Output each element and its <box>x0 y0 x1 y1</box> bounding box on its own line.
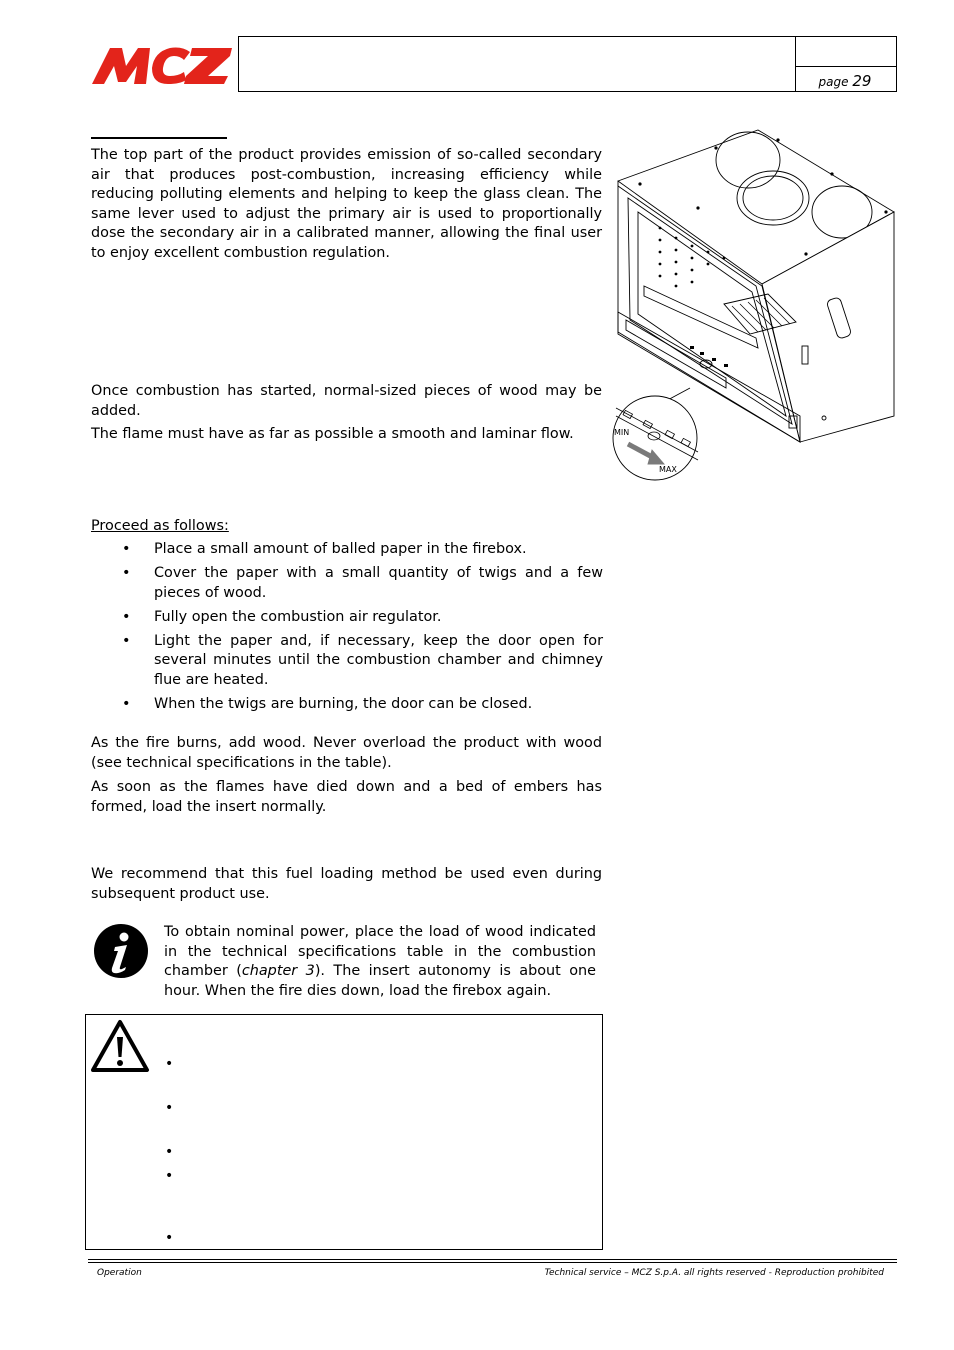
min-label: MIN <box>614 428 630 437</box>
max-label: MAX <box>659 465 677 474</box>
warning-bullet: • <box>165 1056 174 1072</box>
warning-bullet: • <box>165 1168 174 1184</box>
warning-bullet: • <box>165 1100 174 1116</box>
page-number-value: 29 <box>852 72 872 90</box>
insert-drawing <box>606 126 896 486</box>
page-label: page <box>818 75 849 89</box>
warning-bullet: • <box>165 1230 174 1246</box>
mcz-logo <box>92 44 232 86</box>
combustion-paragraph-1: Once combustion has started, normal-sized pieces of wood may be added. <box>91 383 602 419</box>
procedure-step: • Fully open the combustion air regulator. <box>91 608 603 628</box>
combustion-paragraph-2: The flame must have as far as possible a smooth and laminar flow. <box>91 426 574 442</box>
info-note-text <box>164 923 596 1001</box>
procedure-paragraph-2: As soon as the flames have died down and a bed of embers has formed, load the insert normally. <box>91 779 602 815</box>
chapter-reference: chapter 3 <box>241 963 315 980</box>
secondary-air-paragraph: The top part of the product provides emission of so-called secondary air that produces post-combustion, increasing efficiency while reducing polluting elements and helping to keep the glass clean. The same lever used to adjust the primary air is used to proportionally dose the secondary air in a calibrated manner, allowing the final user to enjoy excellent combustion regulation. <box>91 147 602 261</box>
info-text-after: ). The insert autonomy is about one hour. When the fire dies down, load the firebox again. <box>164 963 596 999</box>
procedure-step: • Light the paper and, if necessary, keep the door open for several minutes until the combustion chamber and chimney flue are heated. <box>91 632 603 691</box>
info-text-before: To obtain nominal power, place the load of wood indicated in the technical specifications table in the combustion chamber ( <box>164 924 596 980</box>
header-divider-horizontal <box>795 66 897 67</box>
procedure-heading: Proceed as follows: <box>91 518 229 534</box>
procedure-step: • Cover the paper with a small quantity of twigs and a few pieces of wood. <box>91 564 603 603</box>
section-heading-rule <box>91 137 227 139</box>
footer-rule <box>88 1259 897 1260</box>
procedure-step: • Place a small amount of balled paper in the firebox. <box>91 540 603 560</box>
footer-copyright: Technical service – MCZ S.p.A. all rights reserved - Reproduction prohibited <box>544 1268 884 1278</box>
procedure-step: • When the twigs are burning, the door can be closed. <box>91 695 603 715</box>
warning-box <box>85 1014 603 1250</box>
footer-rule <box>88 1262 897 1263</box>
procedure-paragraph-3: We recommend that this fuel loading method be used even during subsequent product use. <box>91 866 602 902</box>
footer-section-name: Operation <box>97 1268 142 1278</box>
page-number <box>796 72 894 90</box>
procedure-steps <box>91 540 603 719</box>
info-icon <box>93 923 149 979</box>
warning-bullet: • <box>165 1144 174 1160</box>
procedure-paragraph-1: As the fire burns, add wood. Never overload the product with wood (see technical specifications in the table). <box>91 735 602 771</box>
warning-triangle-icon <box>90 1019 150 1073</box>
